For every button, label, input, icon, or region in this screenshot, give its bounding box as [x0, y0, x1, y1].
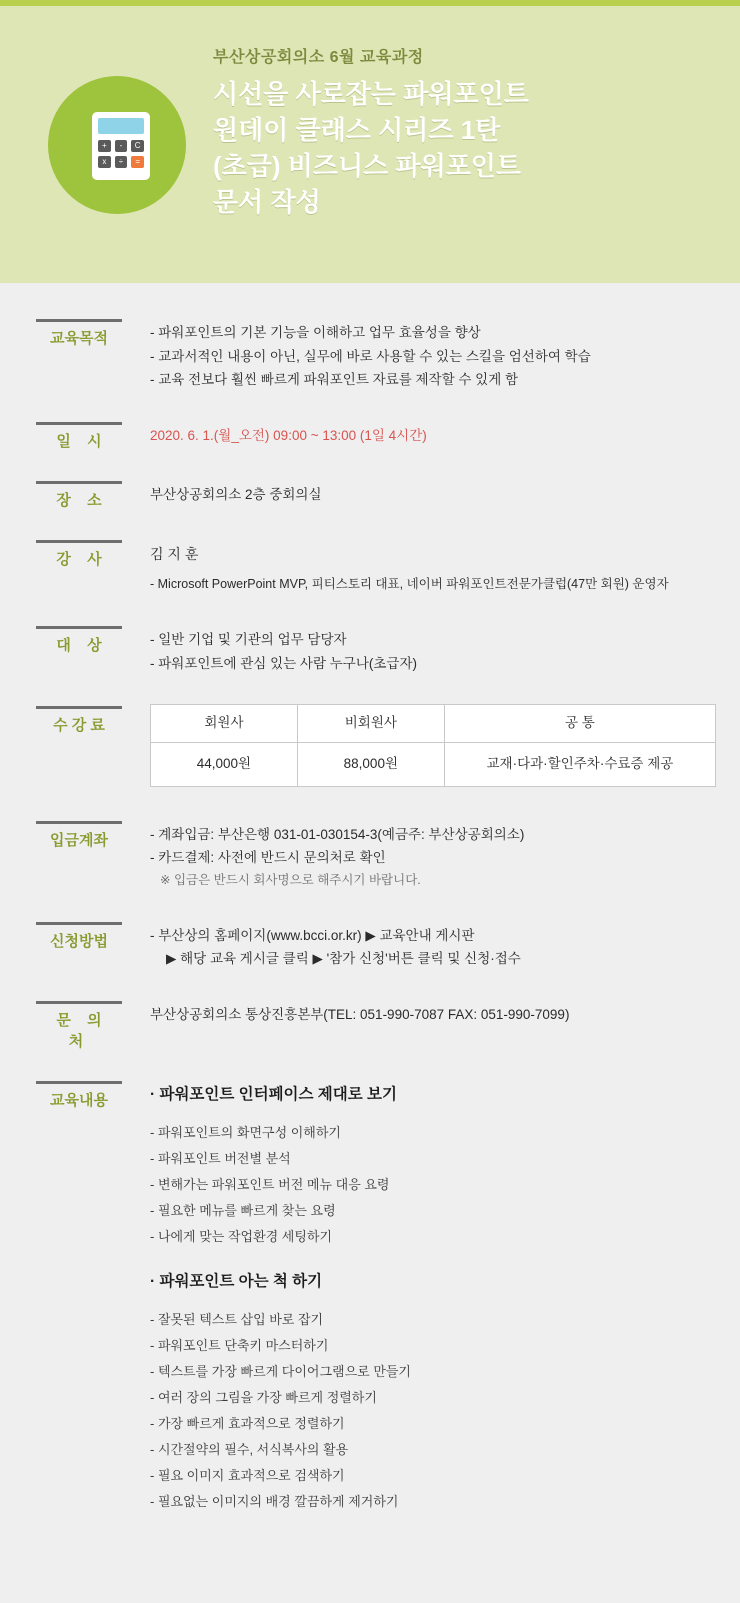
section-apply-body — [122, 922, 716, 971]
purpose-line: - 교과서적인 내용이 아닌, 실무에 바로 사용할 수 있는 스킬을 엄선하여 학습 — [150, 348, 591, 364]
section-apply — [0, 922, 740, 971]
section-fee — [0, 706, 740, 787]
apply-line: ▶ 해당 교육 게시글 클릭 ▶ '참가 신청'버튼 클릭 및 신청·접수 — [166, 951, 521, 967]
fee-cell-common: 교재·다과·할인주차·수료증 제공 — [444, 742, 715, 786]
page-title-line: 시선을 사로잡는 파워포인트 — [213, 79, 529, 109]
fee-cell-nonmember: 88,000원 — [297, 742, 444, 786]
curriculum-item: - 파워포인트 버전별 분석 — [150, 1151, 291, 1166]
calculator-key: + — [98, 140, 111, 152]
target-line: - 파워포인트에 관심 있는 사람 누구나(초급자) — [150, 655, 417, 671]
curriculum-item: - 변해가는 파워포인트 버전 메뉴 대응 요령 — [150, 1177, 390, 1192]
section-contact-label: 문 의 처 — [36, 1001, 122, 1051]
section-fee-body — [122, 706, 716, 787]
section-curriculum-body — [122, 1081, 716, 1533]
section-datetime-label: 일 시 — [36, 422, 122, 451]
instructor-name: 김 지 훈 — [150, 545, 199, 562]
account-line: - 카드결제: 사전에 반드시 문의처로 확인 — [150, 850, 386, 866]
curriculum-group — [150, 1268, 716, 1515]
section-target — [0, 626, 740, 675]
section-place — [0, 481, 740, 510]
datetime-value: 2020. 6. 1.(월_오전) 09:00 ~ 13:00 (1일 4시간) — [150, 427, 427, 443]
curriculum-item: - 필요없는 이미지의 배경 깔끔하게 제거하기 — [150, 1494, 399, 1510]
curriculum-item: - 텍스트를 가장 빠르게 다이어그램으로 만들기 — [150, 1364, 411, 1380]
section-contact-body — [122, 1001, 716, 1027]
curriculum-item: - 가장 빠르게 효과적으로 정렬하기 — [150, 1416, 345, 1432]
account-line: - 계좌입금: 부산은행 031-01-030154-3(예금주: 부산상공회의소) — [150, 826, 525, 842]
curriculum-item: - 여러 장의 그림을 가장 빠르게 정렬하기 — [150, 1390, 377, 1406]
calculator-key: C — [131, 140, 144, 152]
section-account — [0, 821, 740, 892]
curriculum-item: - 파워포인트 단축키 마스터하기 — [150, 1338, 329, 1354]
header-icon-circle — [48, 76, 186, 214]
curriculum-group — [150, 1081, 716, 1250]
section-target-body — [122, 626, 716, 675]
curriculum-item: - 파워포인트의 화면구성 이해하기 — [150, 1125, 341, 1140]
section-instructor-label: 강 사 — [36, 540, 122, 569]
curriculum-item: - 잘못된 텍스트 삽입 바로 잡기 — [150, 1312, 324, 1328]
fee-table — [150, 704, 716, 787]
calculator-key: x — [98, 156, 111, 168]
calculator-key: = — [131, 156, 144, 168]
page-title-line: 원데이 클래스 시리즈 1탄 — [213, 114, 501, 145]
purpose-line: - 파워포인트의 기본 기능을 이해하고 업무 효율성을 향상 — [150, 325, 481, 340]
apply-line: - 부산상의 홈페이지(www.bcci.or.kr) ▶ 교육안내 게시판 — [150, 927, 475, 943]
calculator-icon — [92, 112, 150, 180]
fee-header-cell: 회원사 — [151, 704, 298, 742]
calculator-key: - — [115, 140, 128, 152]
section-datetime-body — [122, 422, 716, 448]
curriculum-item: - 나에게 맞는 작업환경 세팅하기 — [150, 1229, 333, 1244]
header-banner — [0, 0, 740, 283]
curriculum-group-title: · 파워포인트 인터페이스 제대로 보기 — [150, 1085, 397, 1103]
curriculum-item: - 필요한 메뉴를 빠르게 찾는 요령 — [150, 1203, 336, 1218]
place-value: 부산상공회의소 2층 중회의실 — [150, 486, 322, 502]
section-account-label: 입금계좌 — [36, 821, 122, 850]
section-place-body — [122, 481, 716, 507]
table-row — [151, 742, 716, 786]
fee-header-cell: 공 통 — [444, 704, 715, 742]
section-curriculum — [0, 1081, 740, 1533]
section-contact — [0, 1001, 740, 1051]
header-text-block — [213, 44, 713, 221]
section-apply-label: 신청방법 — [36, 922, 122, 951]
header-kicker: 부산상공회의소 6월 교육과정 — [213, 49, 424, 66]
section-instructor — [0, 540, 740, 596]
section-purpose — [0, 319, 740, 392]
fee-cell-member: 44,000원 — [151, 742, 298, 786]
section-curriculum-label: 교육내용 — [36, 1081, 122, 1110]
calculator-screen — [98, 118, 144, 134]
calculator-key: ÷ — [115, 156, 128, 168]
section-account-body — [122, 821, 716, 892]
curriculum-group-title: · 파워포인트 아는 척 하기 — [150, 1273, 323, 1290]
section-target-label: 대 상 — [36, 626, 122, 655]
contact-value: 부산상공회의소 통상진흥본부(TEL: 051-990-7087 FAX: 051-990-7099) — [150, 1006, 570, 1022]
fee-header-cell: 비회원사 — [297, 704, 444, 742]
instructor-profile: - Microsoft PowerPoint MVP, 피티스토리 대표, 네이버 파워포인트전문가클럽(47만 회원) 운영자 — [150, 577, 669, 592]
content-area — [0, 283, 740, 1603]
section-instructor-body — [122, 540, 716, 596]
target-line: - 일반 기업 및 기관의 업무 담당자 — [150, 632, 347, 648]
account-note: ※ 입금은 반드시 회사명으로 해주시기 바랍니다. — [160, 872, 421, 887]
page-title — [213, 77, 713, 221]
calculator-keys — [98, 140, 144, 168]
section-purpose-label: 교육목적 — [36, 319, 122, 348]
curriculum-item: - 시간절약의 필수, 서식복사의 활용 — [150, 1442, 349, 1458]
purpose-line: - 교육 전보다 훨씬 빠르게 파워포인트 자료를 제작할 수 있게 함 — [150, 372, 519, 388]
curriculum-item: - 필요 이미지 효과적으로 검색하기 — [150, 1468, 345, 1484]
page-title-line: (초급) 비즈니스 파워포인트 — [213, 150, 522, 181]
section-fee-label: 수 강 료 — [36, 706, 122, 735]
section-datetime — [0, 422, 740, 451]
section-purpose-body — [122, 319, 716, 392]
page-title-line: 문서 작성 — [213, 186, 321, 217]
section-place-label: 장 소 — [36, 481, 122, 510]
table-header-row — [151, 704, 716, 742]
